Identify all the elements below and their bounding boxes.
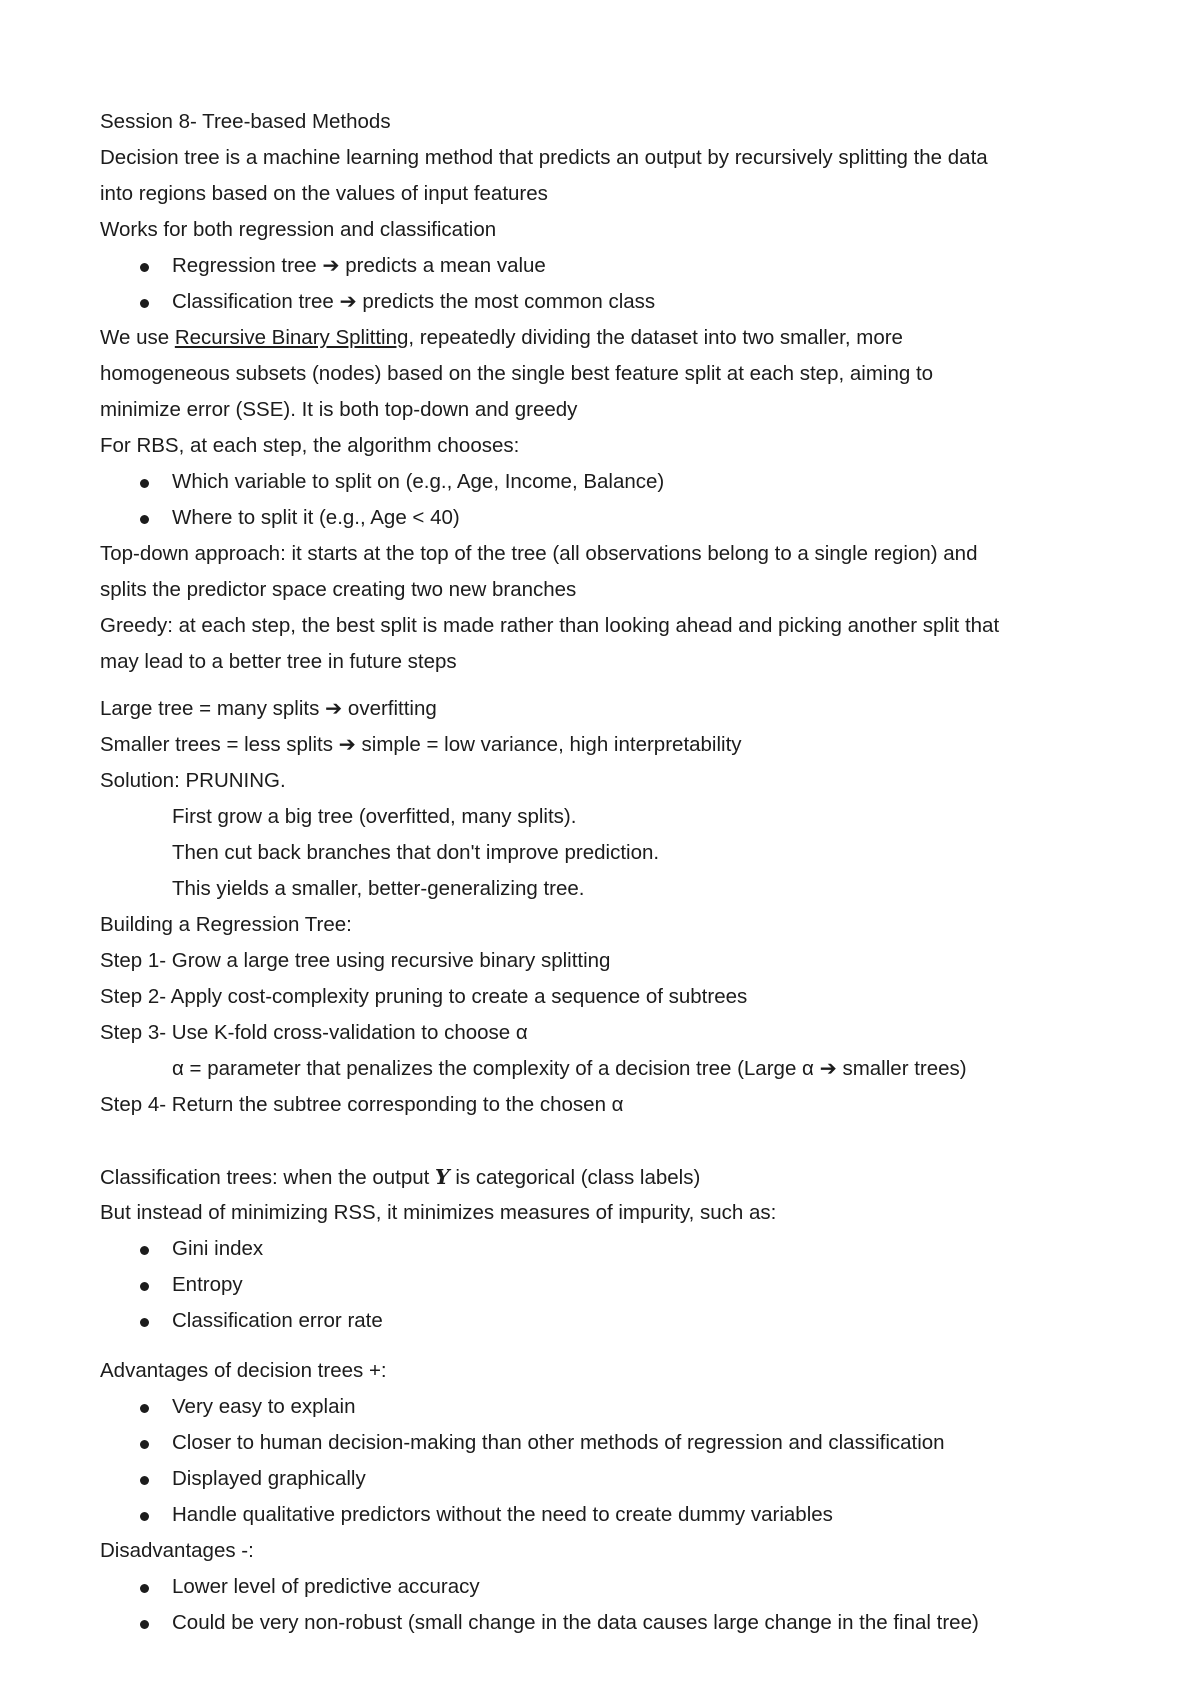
classification-line (100, 1159, 1140, 1195)
disadvantages-heading: Disadvantages -: (100, 1539, 254, 1562)
classification-suffix: is categorical (class labels) (449, 1166, 701, 1189)
pruning-solution-line: Solution: PRUNING. (100, 769, 286, 792)
advantage-item: Handle qualitative predictors without the need to create dummy variables (100, 1497, 1140, 1533)
impurity-line: But instead of minimizing RSS, it minimizes measures of impurity, such as: (100, 1201, 777, 1224)
impurity-measure: Gini index (100, 1231, 1140, 1267)
classification-prefix: Classification trees: when the output (100, 1166, 436, 1189)
regression-step: Step 1- Grow a large tree using recursive binary splitting (100, 949, 611, 972)
disadvantage-item: Lower level of predictive accuracy (100, 1569, 1140, 1605)
topdown-line-2: splits the predictor space creating two new branches (100, 578, 577, 601)
impurity-measure: Classification error rate (100, 1303, 1140, 1339)
impurity-measure: Entropy (100, 1267, 1140, 1303)
document-page (100, 104, 1140, 1641)
rbs-suffix: , repeatedly dividing the dataset into two smaller, more (408, 326, 903, 349)
advantage-item: Closer to human decision-making than other methods of regression and classification (100, 1425, 1140, 1461)
rbs-line-1 (100, 320, 1140, 356)
regression-step: Step 3- Use K-fold cross-validation to choose α (100, 1021, 528, 1044)
rbs-bullet: Which variable to split on (e.g., Age, Income, Balance) (100, 464, 1140, 500)
regression-step-4: Step 4- Return the subtree corresponding to the chosen α (100, 1093, 624, 1116)
rbs-bullet: Where to split it (e.g., Age < 40) (100, 500, 1140, 536)
topdown-line-1: Top-down approach: it starts at the top of the tree (all observations belong to a single region) and (100, 542, 978, 565)
tree-size-line: Smaller trees = less splits ➔ simple = low variance, high interpretability (100, 733, 742, 756)
pruning-step: Then cut back branches that don't improve prediction. (172, 841, 660, 864)
pruning-step: First grow a big tree (overfitted, many splits). (172, 805, 577, 828)
rbs-choose-line: For RBS, at each step, the algorithm chooses: (100, 434, 520, 457)
intro-line-2: into regions based on the values of input features (100, 182, 548, 205)
regression-step: Step 2- Apply cost-complexity pruning to create a sequence of subtrees (100, 985, 748, 1008)
advantage-item: Displayed graphically (100, 1461, 1140, 1497)
greedy-line-1: Greedy: at each step, the best split is made rather than looking ahead and picking another split that (100, 614, 1000, 637)
tree-size-line: Large tree = many splits ➔ overfitting (100, 697, 437, 720)
regression-heading: Building a Regression Tree: (100, 913, 352, 936)
alpha-definition: α = parameter that penalizes the complexity of a decision tree (Large α ➔ smaller trees) (172, 1057, 967, 1080)
rbs-line-2: homogeneous subsets (nodes) based on the single best feature split at each step, aiming to (100, 362, 934, 385)
disadvantage-item: Could be very non-robust (small change in the data causes large change in the final tree) (100, 1605, 1140, 1641)
greedy-line-2: may lead to a better tree in future steps (100, 650, 457, 673)
advantages-heading: Advantages of decision trees +: (100, 1359, 387, 1382)
rbs-line-3: minimize error (SSE). It is both top-down and greedy (100, 398, 578, 421)
session-title: Session 8- Tree-based Methods (100, 110, 391, 133)
advantage-item: Very easy to explain (100, 1389, 1140, 1425)
rbs-term: Recursive Binary Splitting (174, 326, 409, 349)
works-for-line: Works for both regression and classification (100, 218, 497, 241)
tree-type-bullet: Classification tree ➔ predicts the most common class (100, 284, 1140, 320)
rbs-prefix: We use (100, 326, 175, 349)
tree-type-bullet: Regression tree ➔ predicts a mean value (100, 248, 1140, 284)
intro-line-1: Decision tree is a machine learning method that predicts an output by recursively splitting the data (100, 146, 988, 169)
output-symbol: Y (435, 1165, 450, 1189)
pruning-step: This yields a smaller, better-generalizing tree. (172, 877, 585, 900)
